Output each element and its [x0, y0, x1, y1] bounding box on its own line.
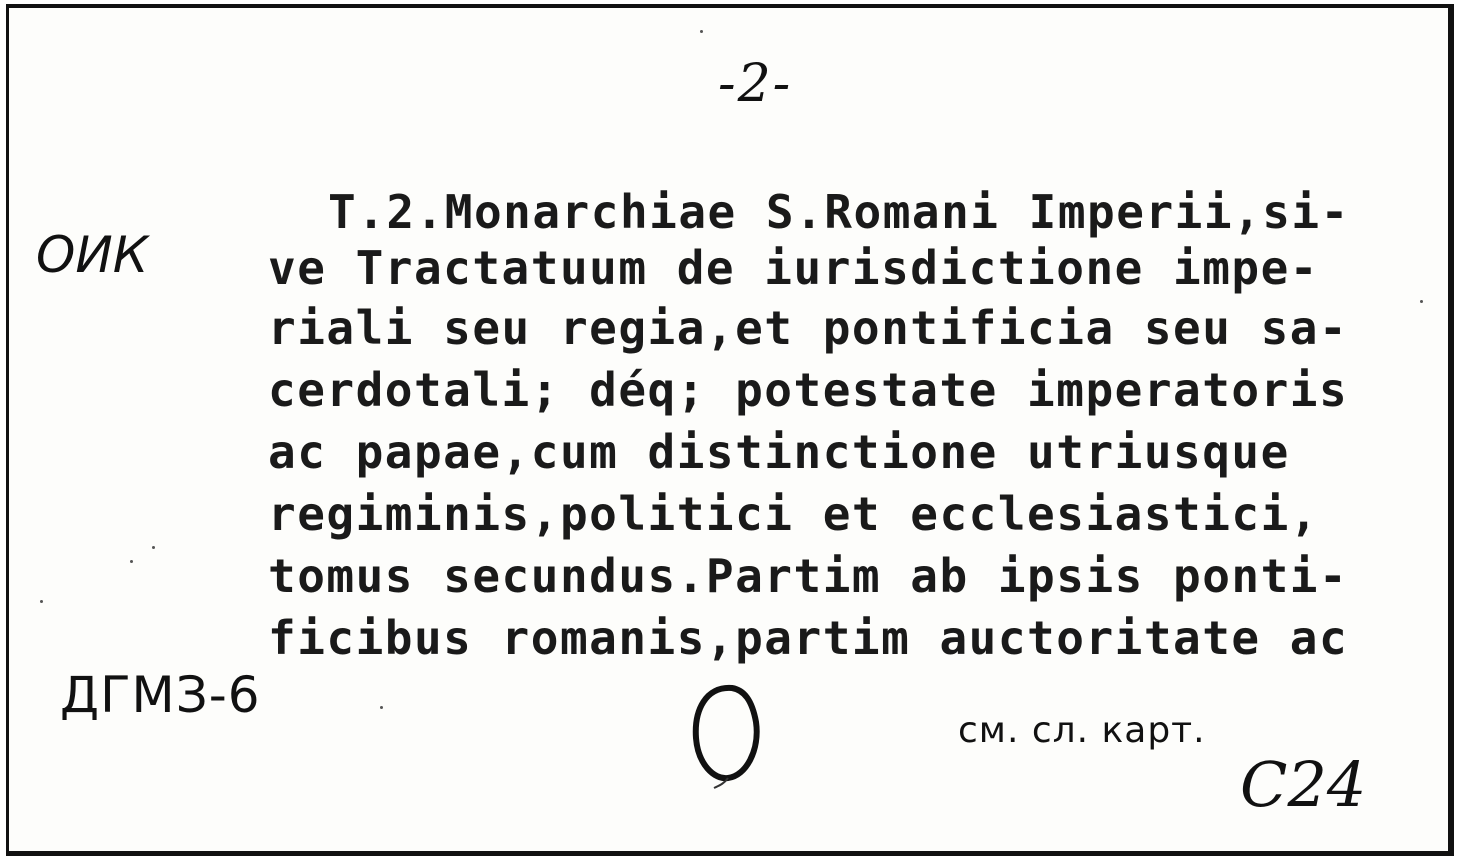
body-line: T.2.Monarchiae S.Romani Imperii,si-: [328, 185, 1350, 239]
margin-note-left: ОИК: [36, 226, 149, 284]
scan-speck: [152, 546, 155, 549]
scan-speck: [130, 560, 133, 563]
scan-speck: [700, 30, 703, 33]
page-number: -2-: [718, 54, 793, 114]
body-line: tomus secundus.Partim ab ipsis ponti-: [268, 549, 1349, 603]
scan-speck: [1420, 300, 1423, 303]
body-line: ac papae,cum distinctione utriusque: [268, 425, 1290, 479]
body-line: ficibus romanis,partim auctoritate ac: [268, 611, 1349, 665]
shelf-mark: ДГМЗ-6: [60, 666, 261, 724]
see-next-card-note: см. сл. карт.: [958, 710, 1206, 751]
scan-speck: [40, 600, 43, 603]
body-line: riali seu regia,et pontificia seu sa-: [268, 301, 1349, 355]
corner-code: С24: [1240, 748, 1367, 821]
body-line: regiminis,politici et ecclesiastici,: [268, 487, 1319, 541]
circle-mark-icon: [684, 680, 774, 790]
body-line: cerdotali; déq; potestate imperatoris: [268, 363, 1349, 417]
body-line: ve Tractatuum de iurisdictione impe-: [268, 241, 1319, 295]
scan-speck: [380, 706, 383, 709]
